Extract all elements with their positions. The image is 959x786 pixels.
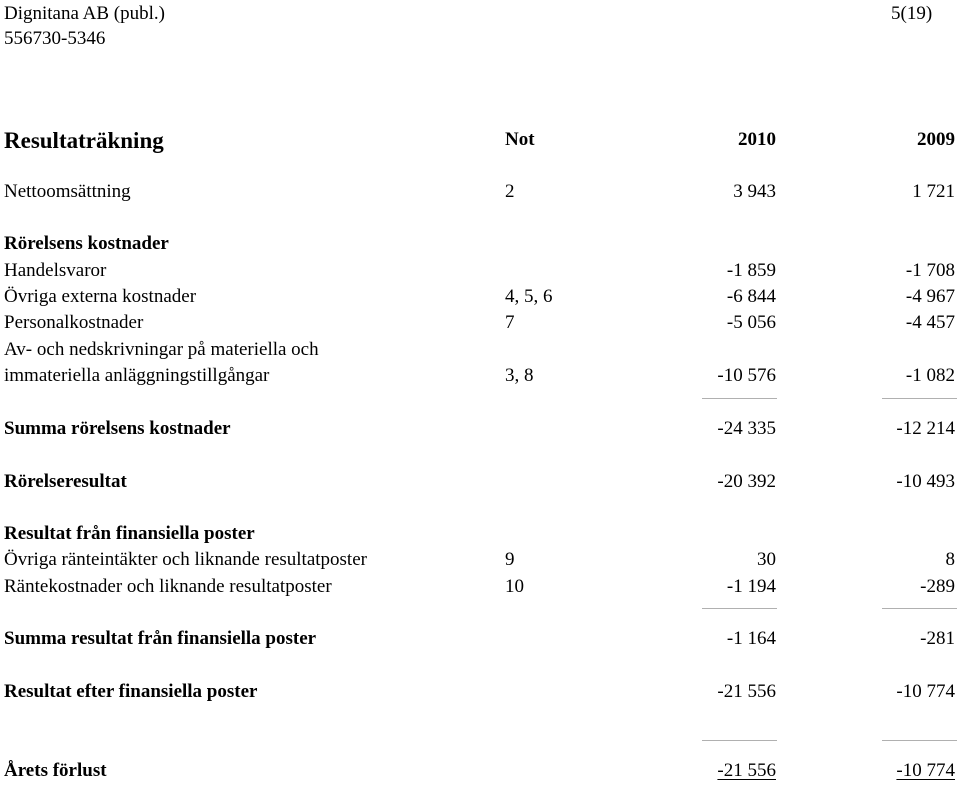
row-not-depreciation: 3, 8	[505, 365, 534, 386]
subtotal-rule-financial-2010	[702, 608, 777, 609]
column-header-not: Not	[505, 129, 535, 150]
row-2010-personnel: -5 056	[726, 312, 776, 333]
row-2009-personnel: -4 457	[905, 312, 955, 333]
row-2009-other-external: -4 967	[905, 286, 955, 307]
row-not-net-sales: 2	[505, 181, 515, 202]
row-label-operating-result: Rörelseresultat	[4, 471, 127, 492]
row-not-interest-expense: 10	[505, 576, 524, 597]
row-2010-operating-result: -20 392	[717, 471, 776, 492]
subtotal-rule-2010	[702, 398, 777, 399]
row-2009-total-operating-costs: -12 214	[896, 418, 955, 439]
statement-title: Resultaträkning	[4, 128, 164, 153]
page-number: 5(19)	[891, 3, 933, 24]
row-label-total-operating-costs: Summa rörelsens kostnader	[4, 418, 231, 439]
column-header-2010: 2010	[738, 129, 776, 150]
row-not-other-external: 4, 5, 6	[505, 286, 553, 307]
section-heading-financial: Resultat från finansiella poster	[4, 523, 255, 544]
final-rule-2010	[702, 740, 777, 741]
row-2010-net-loss: -21 556	[717, 760, 776, 781]
row-label-net-loss: Årets förlust	[4, 760, 107, 781]
row-label-result-after-financial: Resultat efter finansiella poster	[4, 681, 258, 702]
column-header-2009: 2009	[917, 129, 955, 150]
row-label-goods: Handelsvaror	[4, 260, 107, 281]
row-2009-net-loss: -10 774	[896, 760, 955, 781]
row-2009-goods: -1 708	[905, 260, 955, 281]
row-2010-interest-income: 30	[757, 549, 776, 570]
subtotal-rule-financial-2009	[882, 608, 957, 609]
row-2009-result-after-financial: -10 774	[896, 681, 955, 702]
row-not-interest-income: 9	[505, 549, 515, 570]
row-2010-goods: -1 859	[726, 260, 776, 281]
row-label-total-financial: Summa resultat från finansiella poster	[4, 628, 317, 649]
row-2009-interest-income: 8	[945, 549, 955, 570]
company-name: Dignitana AB (publ.)	[4, 3, 165, 24]
org-number: 556730-5346	[4, 28, 106, 49]
row-2010-total-financial: -1 164	[726, 628, 776, 649]
row-label-net-sales: Nettoomsättning	[4, 181, 131, 202]
row-not-personnel: 7	[505, 312, 515, 333]
row-2010-other-external: -6 844	[726, 286, 776, 307]
row-label-interest-expense: Räntekostnader och liknande resultatposter	[4, 576, 332, 597]
row-2010-depreciation: -10 576	[717, 365, 776, 386]
row-label-depreciation-line2: immateriella anläggningstillgångar	[4, 365, 270, 386]
final-rule-2009	[882, 740, 957, 741]
subtotal-rule-2009	[882, 398, 957, 399]
row-2010-net-sales: 3 943	[733, 181, 776, 202]
row-label-personnel: Personalkostnader	[4, 312, 144, 333]
row-2009-net-sales: 1 721	[912, 181, 955, 202]
row-2010-result-after-financial: -21 556	[717, 681, 776, 702]
row-2009-operating-result: -10 493	[896, 471, 955, 492]
row-2010-interest-expense: -1 194	[726, 576, 776, 597]
row-2009-depreciation: -1 082	[905, 365, 955, 386]
section-heading-operating-costs: Rörelsens kostnader	[4, 233, 169, 254]
row-label-other-external: Övriga externa kostnader	[4, 286, 197, 307]
row-2009-total-financial: -281	[920, 628, 955, 649]
row-label-depreciation-line1: Av- och nedskrivningar på materiella och	[4, 339, 319, 360]
row-2009-interest-expense: -289	[920, 576, 955, 597]
row-2010-total-operating-costs: -24 335	[717, 418, 776, 439]
row-label-interest-income: Övriga ränteintäkter och liknande resultatposter	[4, 549, 367, 570]
